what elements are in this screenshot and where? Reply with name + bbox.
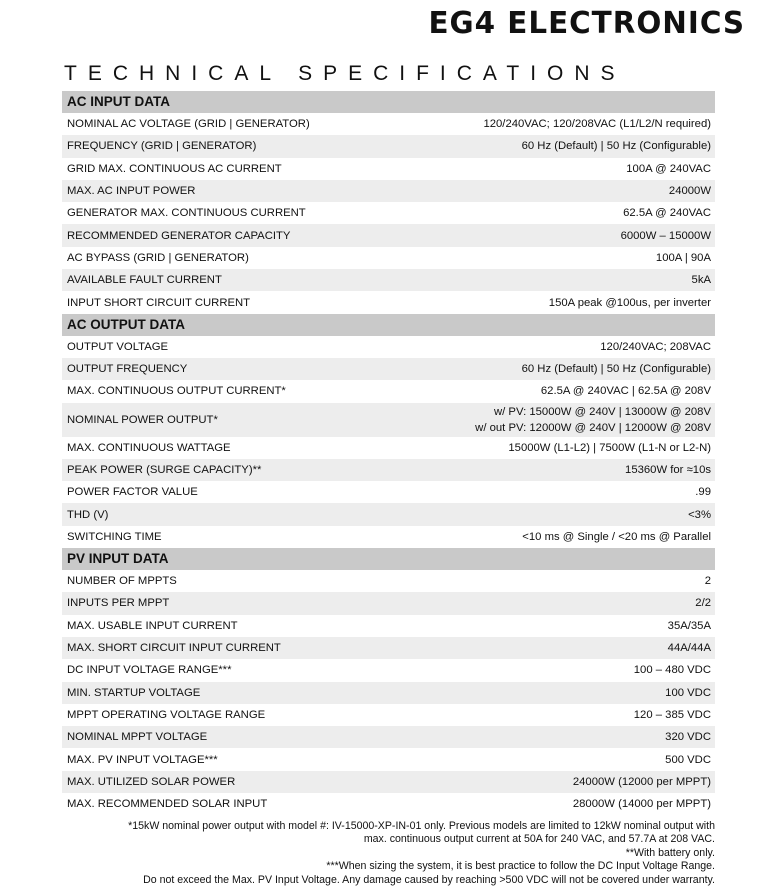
spec-row bbox=[62, 113, 715, 135]
spec-value: 44A/44A bbox=[667, 642, 711, 655]
spec-value: 120/240VAC; 120/208VAC (L1/L2/N required) bbox=[483, 118, 711, 131]
spec-value: <3% bbox=[688, 508, 711, 521]
spec-row bbox=[62, 682, 715, 704]
spec-row bbox=[62, 704, 715, 726]
spec-value: 2/2 bbox=[695, 597, 711, 610]
spec-label: MIN. STARTUP VOLTAGE bbox=[67, 686, 201, 699]
spec-value: 100 – 480 VDC bbox=[633, 664, 711, 677]
spec-row bbox=[62, 748, 715, 770]
spec-value: 62.5A @ 240VAC | 62.5A @ 208V bbox=[540, 385, 711, 398]
spec-label: GENERATOR MAX. CONTINUOUS CURRENT bbox=[67, 207, 306, 220]
page-title: TECHNICAL SPECIFICATIONS bbox=[64, 62, 626, 85]
footnote: Do not exceed the Max. PV Input Voltage. Any damage caused by reaching >500 VDC will not be covered under warranty. bbox=[143, 873, 715, 886]
spec-label: MAX. CONTINUOUS WATTAGE bbox=[67, 441, 231, 454]
spec-value: 100A @ 240VAC bbox=[626, 162, 711, 175]
spec-label: MAX. UTILIZED SOLAR POWER bbox=[67, 775, 236, 788]
spec-table bbox=[62, 91, 715, 815]
spec-label: NOMINAL MPPT VOLTAGE bbox=[67, 731, 208, 744]
spec-row bbox=[62, 403, 715, 437]
spec-row bbox=[62, 269, 715, 291]
footnote: max. continuous output current at 50A for 240 VAC, and 57.7A at 208 VAC. bbox=[363, 833, 715, 846]
spec-value: 320 VDC bbox=[665, 731, 711, 744]
spec-value: 150A peak @100us, per inverter bbox=[548, 296, 711, 309]
spec-row bbox=[62, 380, 715, 402]
spec-label: MAX. AC INPUT POWER bbox=[67, 185, 196, 198]
spec-value: .99 bbox=[695, 486, 711, 499]
spec-row bbox=[62, 247, 715, 269]
spec-label: OUTPUT VOLTAGE bbox=[67, 340, 169, 353]
spec-label: DC INPUT VOLTAGE RANGE*** bbox=[67, 664, 232, 677]
spec-value: 15360W for ≈10s bbox=[625, 464, 711, 476]
spec-row bbox=[62, 180, 715, 202]
spec-label: OUTPUT FREQUENCY bbox=[67, 363, 188, 376]
spec-value: 6000W – 15000W bbox=[620, 229, 711, 242]
spec-label: POWER FACTOR VALUE bbox=[67, 486, 198, 499]
spec-row bbox=[62, 437, 715, 459]
footnotes bbox=[15, 820, 715, 887]
spec-value: 60 Hz (Default) | 50 Hz (Configurable) bbox=[521, 363, 711, 376]
spec-row bbox=[62, 793, 715, 815]
spec-label: PEAK POWER (SURGE CAPACITY)** bbox=[67, 464, 262, 476]
spec-label: MAX. USABLE INPUT CURRENT bbox=[67, 619, 238, 632]
spec-value: 60 Hz (Default) | 50 Hz (Configurable) bbox=[521, 140, 711, 153]
spec-label: AVAILABLE FAULT CURRENT bbox=[67, 274, 222, 287]
spec-row bbox=[62, 224, 715, 246]
spec-value: 120 – 385 VDC bbox=[633, 708, 711, 721]
spec-value: 28000W (14000 per MPPT) bbox=[572, 798, 711, 811]
brand-logo: EG4 ELECTRONICS bbox=[428, 6, 745, 41]
section-header: PV INPUT DATA bbox=[62, 548, 715, 570]
spec-label: RECOMMENDED GENERATOR CAPACITY bbox=[67, 229, 291, 242]
spec-value: 100 VDC bbox=[665, 686, 711, 699]
spec-row bbox=[62, 771, 715, 793]
section-header: AC INPUT DATA bbox=[62, 91, 715, 113]
spec-row bbox=[62, 358, 715, 380]
spec-label: SWITCHING TIME bbox=[67, 530, 162, 543]
spec-value bbox=[475, 404, 711, 436]
spec-row bbox=[62, 158, 715, 180]
spec-row bbox=[62, 592, 715, 614]
spec-label: NOMINAL AC VOLTAGE (GRID | GENERATOR) bbox=[67, 118, 310, 131]
spec-label: NUMBER OF MPPTS bbox=[67, 575, 177, 588]
spec-value: 35A/35A bbox=[667, 619, 711, 632]
footnote: **With battery only. bbox=[625, 846, 715, 859]
spec-value-line: w/ out PV: 12000W @ 240V | 12000W @ 208V bbox=[475, 421, 711, 434]
spec-value: 120/240VAC; 208VAC bbox=[600, 340, 711, 353]
spec-label: MPPT OPERATING VOLTAGE RANGE bbox=[67, 708, 266, 721]
spec-value: 5kA bbox=[691, 274, 711, 287]
spec-row bbox=[62, 526, 715, 548]
spec-label: MAX. SHORT CIRCUIT INPUT CURRENT bbox=[67, 642, 281, 655]
footnote: *15kW nominal power output with model #: IV-15000-XP-IN-01 only. Previous models are limited to 12kW nominal output with bbox=[128, 820, 715, 832]
spec-label: THD (V) bbox=[67, 508, 109, 521]
spec-row bbox=[62, 135, 715, 157]
section-rows bbox=[62, 570, 715, 815]
spec-value: <10 ms @ Single / <20 ms @ Parallel bbox=[522, 530, 711, 543]
section-header: AC OUTPUT DATA bbox=[62, 314, 715, 336]
spec-label: MAX. RECOMMENDED SOLAR INPUT bbox=[67, 798, 268, 811]
spec-row bbox=[62, 637, 715, 659]
spec-label: AC BYPASS (GRID | GENERATOR) bbox=[67, 251, 249, 264]
spec-row bbox=[62, 659, 715, 681]
spec-label: GRID MAX. CONTINUOUS AC CURRENT bbox=[67, 162, 282, 175]
spec-row bbox=[62, 481, 715, 503]
spec-label: MAX. CONTINUOUS OUTPUT CURRENT* bbox=[67, 385, 286, 398]
spec-value: 24000W bbox=[668, 185, 711, 198]
spec-value-line: w/ PV: 15000W @ 240V | 13000W @ 208V bbox=[494, 405, 711, 418]
spec-value: 500 VDC bbox=[665, 753, 711, 766]
spec-row bbox=[62, 202, 715, 224]
spec-value: 24000W (12000 per MPPT) bbox=[572, 775, 711, 788]
spec-row bbox=[62, 336, 715, 358]
spec-label: INPUT SHORT CIRCUIT CURRENT bbox=[67, 296, 251, 309]
spec-value: 15000W (L1-L2) | 7500W (L1-N or L2-N) bbox=[508, 441, 711, 454]
spec-row bbox=[62, 615, 715, 637]
spec-row bbox=[62, 291, 715, 313]
spec-row bbox=[62, 570, 715, 592]
spec-value: 62.5A @ 240VAC bbox=[623, 207, 711, 220]
spec-row bbox=[62, 726, 715, 748]
section-rows bbox=[62, 113, 715, 314]
spec-value: 2 bbox=[704, 575, 711, 588]
spec-label: INPUTS PER MPPT bbox=[67, 597, 170, 610]
spec-label: NOMINAL POWER OUTPUT* bbox=[67, 413, 218, 426]
section-rows bbox=[62, 336, 715, 548]
spec-label: FREQUENCY (GRID | GENERATOR) bbox=[67, 140, 257, 153]
spec-row bbox=[62, 459, 715, 481]
spec-value: 100A | 90A bbox=[655, 251, 711, 264]
spec-label: MAX. PV INPUT VOLTAGE*** bbox=[67, 753, 218, 766]
footnote: ***When sizing the system, it is best practice to follow the DC Input Voltage Range. bbox=[326, 860, 715, 873]
spec-row bbox=[62, 503, 715, 525]
